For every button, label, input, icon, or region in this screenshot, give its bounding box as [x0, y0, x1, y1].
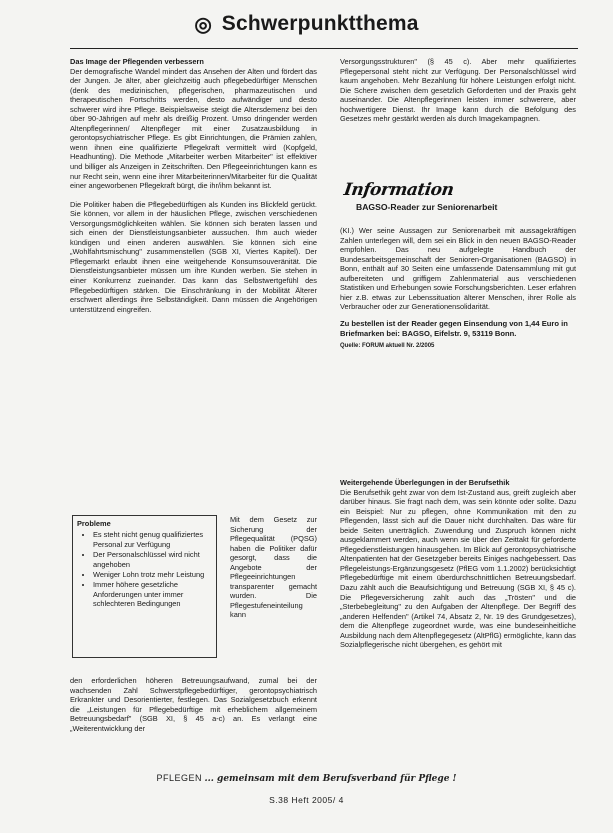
target-icon: ◎ [194, 13, 212, 36]
header-rule [70, 48, 578, 49]
info-body: (KI.) Wer seine Aussagen zur Seniorenarbeit mit aussagekräftigen Zahlen unterlegen will, dem sei ein Blick in den neuen BAGSO-Reader empfohlen. Das neu aufgelegte Handbuch der Bundesarbeitsgemeinschaft der Senioren-Organisationen (BAGSO) in Bonn, enthält auf 30 Seiten eine umfassende Datensammlung mit gut aufbereiteten und griffigem Zahlenmaterial aus verschiedenen Statistiken und Erhebungen sowie Forschungsberichten. Leser erfahren hier z.B. etwas zur Lebenssituation älterer Menschen, ihrer Rolle als Verbraucher oder zur Generationensolidarität. [340, 226, 576, 312]
paragraph: Der demografische Wandel mindert das Ansehen der Alten und fördert das der Jungen. Je älter, aber gleichzeitig auch pflegebedürftiger Menschen (denk des medizinischen, pflegerischen, pharmazeutischen und therapeutischen Fortschritts werden, desto aufwändiger und desto schwerer wird ihre Pflege. Beispielsweise steigt die Altersdemenz bei den über 90-Jährigen auf mehr als dreißig Prozent. Umso dringender werden Altenpflegerinnen/ Altenpfleger mit einer Zusatzausbildung in gerontopsychiatrischer Pflege. Es gibt Einrichtungen, die Prämien zahlen, wenn ihnen eine qualifizierte Pflegekraft vermittelt wird (Kopfgeld, Headhunting). Die Methode „Mitarbeiter werben Mitarbeiter" ist effektiver und billiger als Anzeigen in Zeitschriften. Den Pflegeeinrichtungen kann es nur Recht sein, wenn eine ihrer Mitarbeiterinnen/Mitarbeiter für die Qualität einer angeworbenen Pflegekraft bürgt, die ihr/ihm bekannt ist. [70, 66, 317, 191]
section-heading: Weitergehende Überlegungen in der Berufsethik [340, 478, 510, 487]
paragraph: Die Berufsethik geht zwar von dem Ist-Zustand aus, greift zugleich aber darüber hinaus. Sie fragt nach dem, was sein könnte oder sollte. Dazu ein Beispiel: Nur zu pflegen, ohne Kommunikation mit den zu Pflegenden, lässt sich auf die Dauer nicht durchhalten. Das wäre für beide Seiten unerträglich. Zuwendung und Zuspruch können nicht ausgeklammert werden, auch wenn sie über den Zeittakt für geforderte Pflegedienstleistungen hinausgehen. Im Blick auf gerontopsychiatrische Altenpatienten hat der Gesetzgeber bereits Einiges nachgebessert. Das Pflegeleistungs-Ergänzungsgesetz (PflEG vom 1.1.2002) berücksichtigt Pflegebedürftige mit einem überdurchschnittlichen Betreuungsbedarf. Dazu zählt auch die Beaufsichtigung und Betreuung (SGB XI, § 45 c). Die Pflegeversicherung zahlt auch das „Trösten" und die „Sterbebegleitung" zu den Aufgaben der Altenpflege. Der Begriff des „anderen Helfenden" (Artikel 74, Absatz 2, Nr. 19 des Grundgesetzes), dem die Altenpflege zugeordnet wurde, was eine bundeseinheitliche Ausbildung nach dem Altenpflegegesetz (AltPflG) ermöglichte, kann das Sozialpflegerische nicht übergehen, es gehört mit [340, 487, 576, 650]
list-item: • Weniger Lohn trotz mehr Leistung [93, 570, 212, 579]
page-title: Schwerpunktthema [221, 12, 419, 35]
list-item: • Der Personalschlüssel wird nicht angehoben [93, 550, 212, 569]
page-header [0, 0, 613, 48]
info-heading: BAGSO-Reader zur Seniorenarbeit [356, 202, 498, 212]
paragraph: Die Politiker haben die Pflegebedürftigen als Kunden ins Blickfeld gerückt. Sie können, vor allem in der häuslichen Pflege, zwischen verschiedenen Versorgungsmöglichkeiten wählen. Sie können sich beraten lassen und sich einen der Dienstleistungsanbieter aussuchen. Ihm auch wieder kündigen und einen anderen auswählen. Sie können sich eine „Wohlfahrtsmischung" zusammenstellen (SGB XI, Viertes Kapitel). Der Pflegemarkt erlaubt ihnen eine weitgehende Konsumsouveränität. Die Dienstleistungsanbieter müssen um ihre Kunden werben. Sie stehen in einer Konkurrenz zueinander. Das kann das Selbstwertgefühl des Pflegebedürftigen stärken. Die Einschränkung in der Mobilität Älterer erschwert allerdings ihre Selbständigkeit. Dann müssen die Angehörigen unterstützend eingreifen. [70, 199, 317, 314]
section-heading: Das Image der Pflegenden verbessern [70, 57, 204, 66]
left-column [70, 57, 317, 314]
order-note: Zu bestellen ist der Reader gegen Einsendung von 1,44 Euro in Briefmarken bei: BAGSO, Eifelstr. 9, 53119 Bonn. [340, 318, 568, 338]
source-note: Quelle: FORUM aktuell Nr. 2/2005 [340, 343, 435, 350]
footer-slogan: ... gemeinsam mit dem Berufsverband für Pflege ! [204, 774, 457, 784]
right-column-bottom [340, 478, 576, 650]
problems-title: Probleme [77, 519, 111, 528]
information-logo: Information [342, 180, 455, 200]
bottom-left-text: den erforderlichen höheren Betreuungsaufwand, zumal bei der wachsenden Zahl Schwerstpflegebedürftiger, gerontopsychiatrisch Erkrankter und Desorientierter, festlegen. Das Sozialgesetzbuch erkennt die „Leistungen für Pflegebedürftige mit erheblichem allgemeinem Betreuungsbedarf" (SGB XI, § 45 a-c) an. Es verlangt eine „Weiterentwicklung der [70, 676, 317, 733]
side-text: Mit dem Gesetz zur Sicherung der Pflegequalität (PQSG) haben die Politiker dafür gesorgt, dass die Angebote der Pflegeeinrichtungen transparenter gemacht wurden. Die Pflegestufeneinteilung kann [230, 515, 317, 620]
list-item: • Es steht nicht genug qualifiziertes Personal zur Verfügung [93, 530, 212, 549]
footer-brand: PFLEGEN [156, 773, 202, 783]
problems-list [77, 530, 212, 608]
page-number: S.38 Heft 2005/ 4 [269, 795, 344, 805]
problems-box [72, 515, 217, 658]
list-item: • Immer höhere gesetzliche Anforderungen unter immer schlechteren Bedingungen [93, 580, 212, 608]
info-box [340, 180, 576, 349]
right-column-top: Versorgungsstrukturen" (§ 45 c). Aber mehr qualifiziertes Pflegepersonal steht nicht zur Verfügung. Der Personalschlüssel wird kaum angehoben. Mehr Bezahlung für höhere Leistungen erfolgt nicht. Die Schere zwischen dem gesetzlich Geforderten und der Praxis geht auseinander. Die Altenpflegerinnen leisten immer schwerere, aber hochwertigere Dienst. Ihr Image kann durch die Befolgung des Gesetzes mehr gestärkt werden als durch Imagekampagnen. [340, 57, 576, 124]
footer-motto [0, 773, 613, 784]
